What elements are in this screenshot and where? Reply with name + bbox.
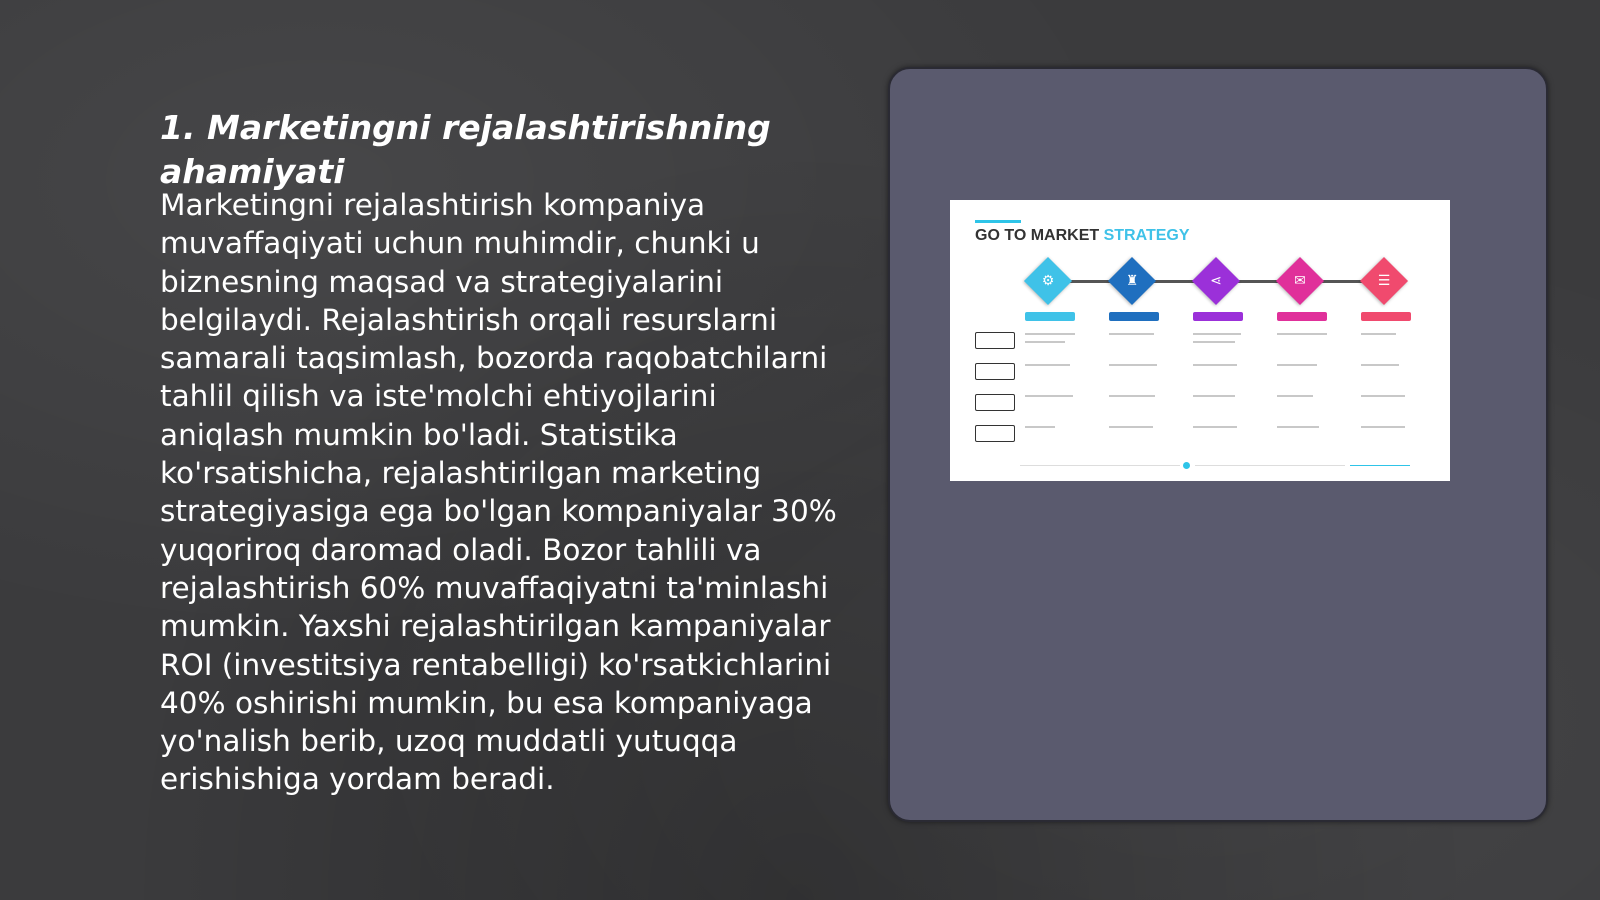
row-label-box <box>975 394 1015 411</box>
placeholder-text-line <box>1109 364 1157 366</box>
placeholder-text-line <box>1277 395 1313 397</box>
placeholder-text-line <box>1361 426 1405 428</box>
stage-pill-4 <box>1277 312 1327 321</box>
placeholder-text-line <box>1193 333 1241 335</box>
gear-icon: ⚙ <box>1041 273 1055 289</box>
footer-line <box>1020 465 1180 466</box>
placeholder-text-line <box>1361 395 1405 397</box>
image-title-highlight: STRATEGY <box>1103 227 1190 244</box>
trophy-icon: ♜ <box>1125 273 1139 289</box>
placeholder-text-line <box>1109 426 1153 428</box>
share-icon: ⋖ <box>1210 273 1222 289</box>
slide-body-text: Marketingni rejalashtirish kompaniya muvaffaqiyati uchun muhimdir, chunki u biznesning maqsad va strategiyalarini belgilaydi. Rejalashtirish orqali resurslarni samarali taqsimlash, bozorda raqobatchilarni tahlil qilish va iste'molchi ehtiyojlarini aniqlash mumkin bo'ladi. Statistika ko'rsatishicha, rejalashtirilgan marketing strategiyasiga ega bo'lgan kompaniyalar 30% yuqoriroq daromad oladi. Bozor tahlili va rejalashtirish 60% muvaffaqiyatni ta'minlashi mumkin. Yaxshi rejalashtirilgan kampaniyalar ROI (investitsiya rentabelligi) ko'rsatkichlarini 40% oshirishi mumkin, bu esa kompaniyaga yo'nalish berib, uzoq muddatli yutuqqa erishishiga yordam beradi. <box>160 188 837 797</box>
placeholder-text-line <box>1193 341 1235 343</box>
stage-pill-5 <box>1361 312 1411 321</box>
placeholder-text-line <box>1361 364 1399 366</box>
placeholder-text-line <box>1025 333 1075 335</box>
slide-title: 1. Marketingni rejalashtirishning ahamiyati <box>160 108 771 191</box>
placeholder-text-line <box>1025 395 1073 397</box>
footer-line-accent <box>1350 465 1410 466</box>
placeholder-text-line <box>1193 395 1235 397</box>
footer-dot <box>1183 462 1190 469</box>
placeholder-text-line <box>1025 426 1055 428</box>
placeholder-text-line <box>1193 426 1237 428</box>
title-accent-bar <box>975 220 1021 223</box>
footer-line <box>1195 465 1345 466</box>
row-label-box <box>975 425 1015 442</box>
database-icon: ☰ <box>1377 273 1391 289</box>
stage-pill-2 <box>1109 312 1159 321</box>
image-title-main: GO TO MARKET <box>975 227 1104 244</box>
placeholder-text-line <box>1361 333 1396 335</box>
row-label-box <box>975 332 1015 349</box>
stage-pill-3 <box>1193 312 1243 321</box>
stage-pill-1 <box>1025 312 1075 321</box>
placeholder-text-line <box>1109 395 1155 397</box>
placeholder-text-line <box>1193 364 1237 366</box>
placeholder-text-line <box>1277 333 1327 335</box>
placeholder-text-line <box>1277 426 1319 428</box>
mail-icon: ✉ <box>1294 273 1306 289</box>
strategy-image <box>950 200 1450 481</box>
image-title <box>975 227 1190 245</box>
placeholder-text-line <box>1025 364 1070 366</box>
row-label-box <box>975 363 1015 380</box>
placeholder-text-line <box>1109 333 1154 335</box>
placeholder-text-line <box>1025 341 1065 343</box>
placeholder-text-line <box>1277 364 1317 366</box>
